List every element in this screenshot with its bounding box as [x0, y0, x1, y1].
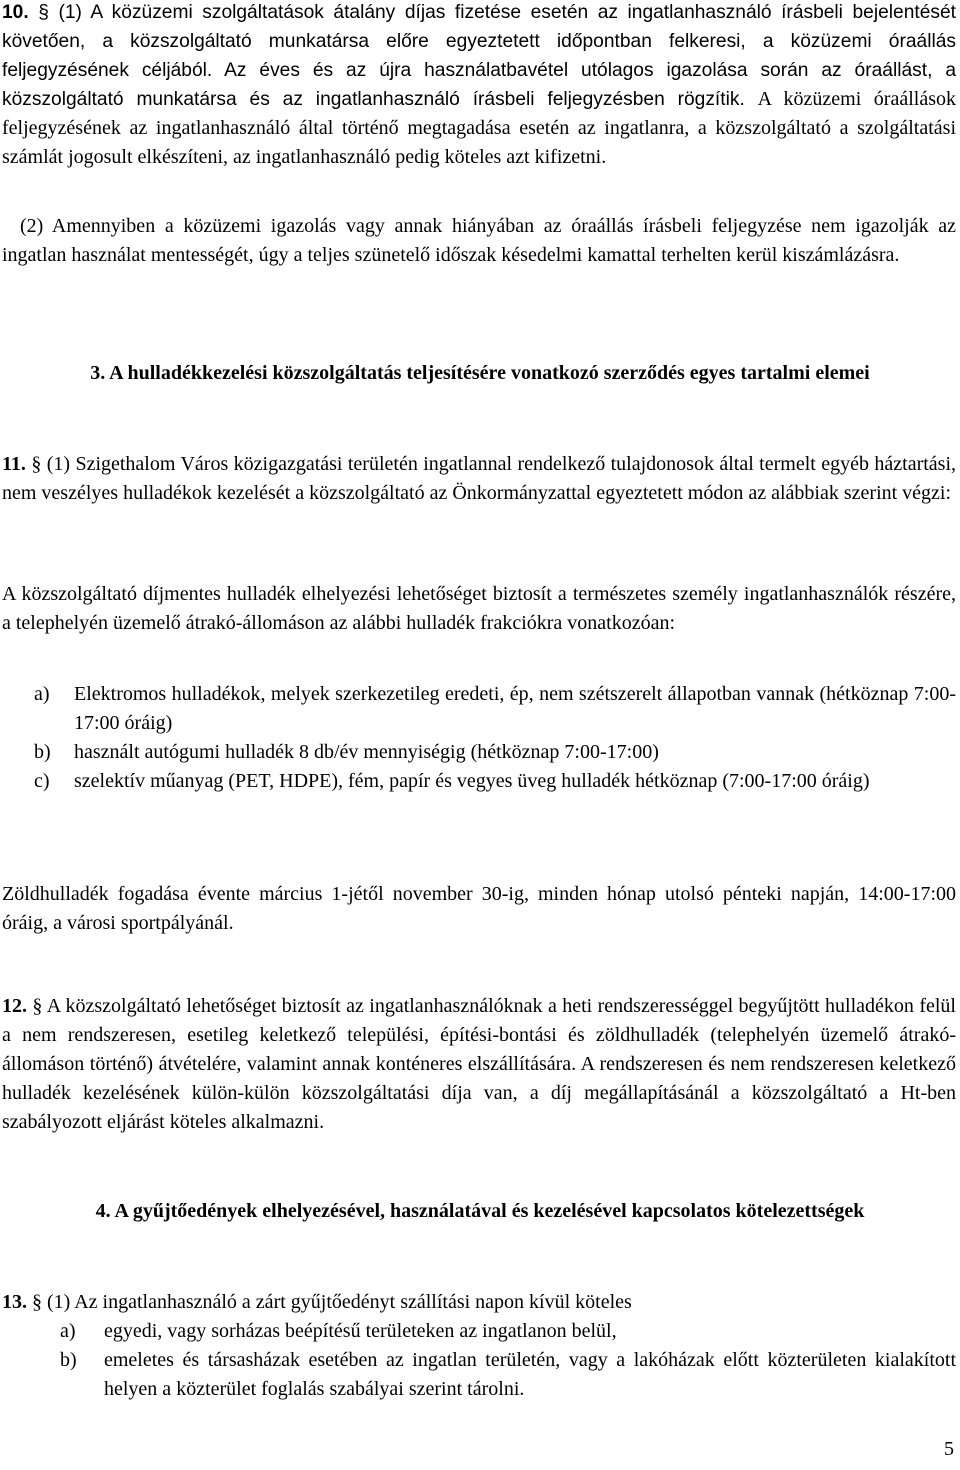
paragraph-13-1 [2, 1288, 956, 1317]
list-marker: b) [34, 741, 51, 763]
paragraph-text-continued: A közüzemi óraállások feljegyzésének az ingatlanhasználó által történő megtagadása esetén az ingatlanra, a közszolgáltató a szolgáltatási számlát jogosult elkészíteni, az ingatlanhasználó pedig köteles azt kifizetni. [2, 88, 956, 168]
paragraph-12 [2, 992, 956, 1137]
list-text: egyedi, vagy sorházas beépítésű területeken az ingatlanon belül, [104, 1320, 617, 1342]
paragraph-text: A közszolgáltató lehetőséget biztosít az ingatlanhasználóknak a heti rendszerességgel begyűjtött hulladékon felül a nem rendszeresen, esetileg keletkező települési, építési-bontási és zöldhulladék (telephelyén üzemelő átrakó-állomáson történő) átvételére, valamint annak konténeres elszállítására. A rendszeresen és nem rendszeresen keletkező hulladék kezelésének külön-külön közszolgáltatási díja van, a díj megállapításánál a közszolgáltató a Ht-ben szabályozott eljárást köteles alkalmazni. [2, 995, 956, 1133]
list-item-c [34, 767, 956, 796]
paragraph-10-2: (2) Amennyiben a közüzemi igazolás vagy annak hiányában az óraállás írásbeli feljegyzése nem igazolják az ingatlan használat mentességét, úgy a teljes szünetelő időszak késedelmi kamattal terhelten kerül kiszámlázásra. [2, 215, 956, 266]
section-sign: § [32, 1291, 42, 1313]
list-text: szelektív műanyag (PET, HDPE), fém, papír és vegyes üveg hulladék hétköznap (7:00-17:00 óráig) [74, 770, 870, 792]
paragraph-11-2: A közszolgáltató díjmentes hulladék elhelyezési lehetőséget biztosít a természetes személy ingatlanhasználók részére, a telephelyén üzemelő átrakó-állomáson az alábbi hulladék frakciókra vonatkozóan: [2, 583, 956, 634]
list-item-13-b [60, 1346, 956, 1404]
list-text: Elektromos hulladékok, melyek szerkezetileg eredeti, ép, nem szétszerelt állapotban vannak (hétköznap 7:00-17:00 óráig) [74, 683, 956, 734]
list-marker: a) [60, 1320, 76, 1342]
list-text: használt autógumi hulladék 8 db/év mennyiségig (hétköznap 7:00-17:00) [74, 741, 659, 763]
paragraph-number: 11. [2, 453, 26, 475]
list-item-b [34, 738, 956, 767]
list-marker: c) [34, 770, 50, 792]
paragraph-11-3: Zöldhulladék fogadása évente március 1-jétől november 30-ig, minden hónap utolsó pénteki napján, 14:00-17:00 óráig, a városi sportpályánál. [2, 883, 956, 934]
page-number: 5 [944, 1438, 954, 1460]
paragraph-text: (1) Az ingatlanhasználó a zárt gyűjtőedényt szállítási napon kívül köteles [47, 1291, 632, 1313]
list-marker: a) [34, 683, 50, 705]
paragraph-text: (1) Szigethalom Város közigazgatási területén ingatlannal rendelkező tulajdonosok által termelt egyéb háztartási, nem veszélyes hulladékok kezelését a közszolgáltató az Önkormányzattal egyeztetett módon az alábbiak szerint végzi: [2, 453, 957, 504]
section-4-heading: 4. A gyűjtőedények elhelyezésével, használatával és kezelésével kapcsolatos kötelezettségek [95, 1200, 865, 1222]
section-sign: § [32, 995, 43, 1017]
paragraph-number: 12. [2, 995, 27, 1017]
list-text: emeletes és társasházak esetében az ingatlan területén, vagy a lakóházak előtt közterületen kialakított helyen a közterület foglalás szabályai szerint tárolni. [104, 1349, 956, 1400]
list-item-a [34, 680, 956, 738]
list-item-13-a [60, 1317, 956, 1346]
paragraph-10-1 [2, 0, 956, 172]
paragraph-number: 13. [2, 1291, 27, 1313]
paragraph-11-1 [2, 450, 956, 508]
section-3-heading: 3. A hulladékkezelési közszolgáltatás teljesítésére vonatkozó szerződés egyes tartalmi elemei [90, 362, 870, 384]
paragraph-text: (1) A közüzemi szolgáltatások átalány díjas fizetése esetén az ingatlanhasználó írásbeli bejelentését követően, a közszolgáltató munkatársa előre egyeztetett időpontban felkeresi, a közüzemi óraállás feljegyzésének céljából. Az éves és az újra használatbavétel utólagos igazolása során az óraállást, a közszolgáltató munkatársa és az ingatlanhasználó írásbeli feljegyzésben rögzítik. [2, 2, 956, 110]
section-sign: § [31, 453, 42, 475]
section-sign: § [38, 2, 49, 23]
paragraph-number: 10. [2, 2, 29, 23]
list-marker: b) [60, 1349, 77, 1371]
